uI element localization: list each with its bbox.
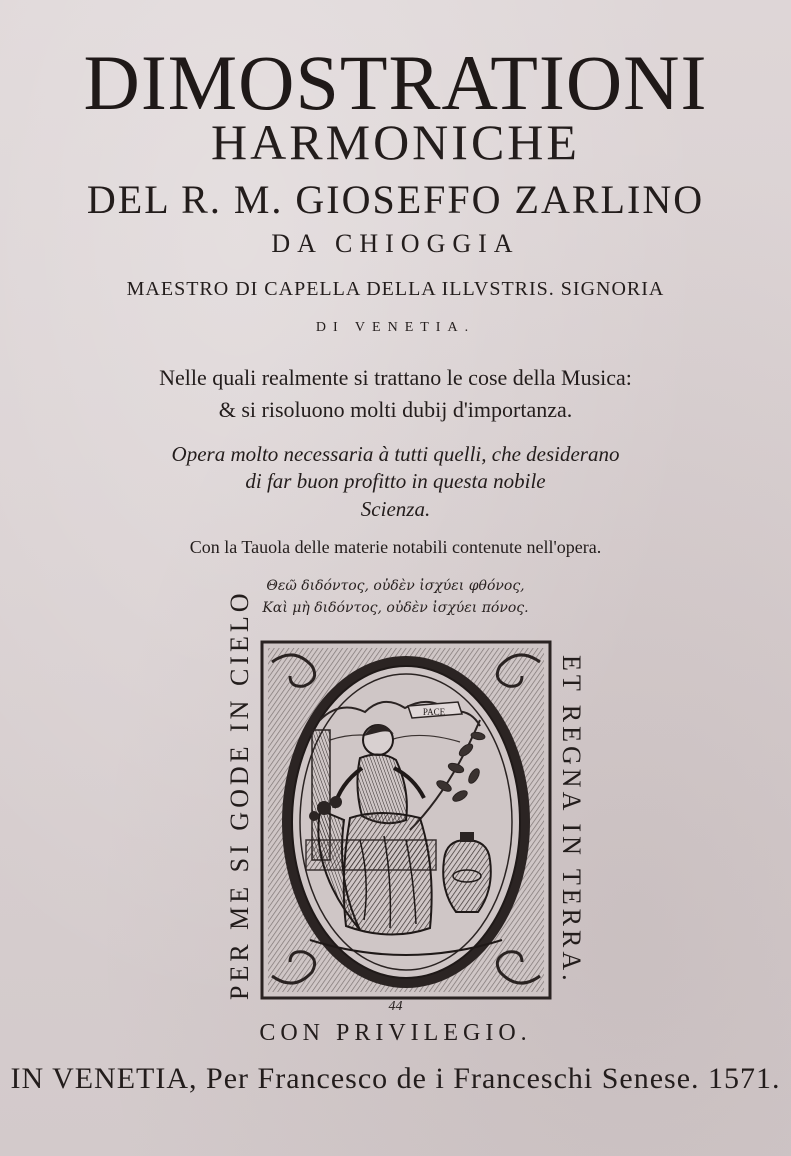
emblem-banner-text: PACE [422, 707, 446, 717]
greek-epigraph-line-1: Θεῶ διδόντος, οὐδὲν ἰσχύει φθόνος, [266, 578, 525, 594]
title-line-1: DIMOSTRATIONI [83, 39, 708, 126]
italic-line-3: Scienza. [360, 497, 431, 521]
description-line-2: & si risoluono molti dubij d'importanza. [218, 397, 573, 422]
place-line: DI VENETIA. [315, 320, 476, 335]
italic-line-2: di far buon profitto in questa nobile [245, 469, 546, 493]
imprint-line: IN VENETIA, Per Francesco de i Franceschi Senese. 1571. [10, 1062, 781, 1095]
greek-epigraph-line-2: Καὶ μὴ διδόντος, οὐδὲν ἰσχύει πόνος. [262, 600, 529, 616]
office-line: MAESTRO DI CAPELLA DELLA ILLVSTRIS. SIGNORIA [126, 278, 665, 300]
table-note: Con la Tauola delle materie notabili contenute nell'opera. [189, 537, 602, 557]
privilege-line: CON PRIVILEGIO. [259, 1020, 532, 1046]
author-line: DEL R. M. GIOSEFFO ZARLINO [86, 177, 705, 222]
origin-line: DA CHIOGGIA [271, 229, 520, 258]
page-number: 44 [388, 999, 403, 1014]
printer-emblem-woodcut [260, 640, 552, 1000]
title-line-2: HARMONICHE [211, 114, 580, 170]
emblem-left-motto: PER ME SI GODE IN CIELO [225, 589, 254, 1000]
description-line-1: Nelle quali realmente si trattano le cose della Musica: [159, 365, 632, 390]
italic-line-1: Opera molto necessaria à tutti quelli, che desiderano [171, 442, 620, 466]
emblem-right-motto: ET REGNA IN TERRA. [557, 655, 586, 985]
